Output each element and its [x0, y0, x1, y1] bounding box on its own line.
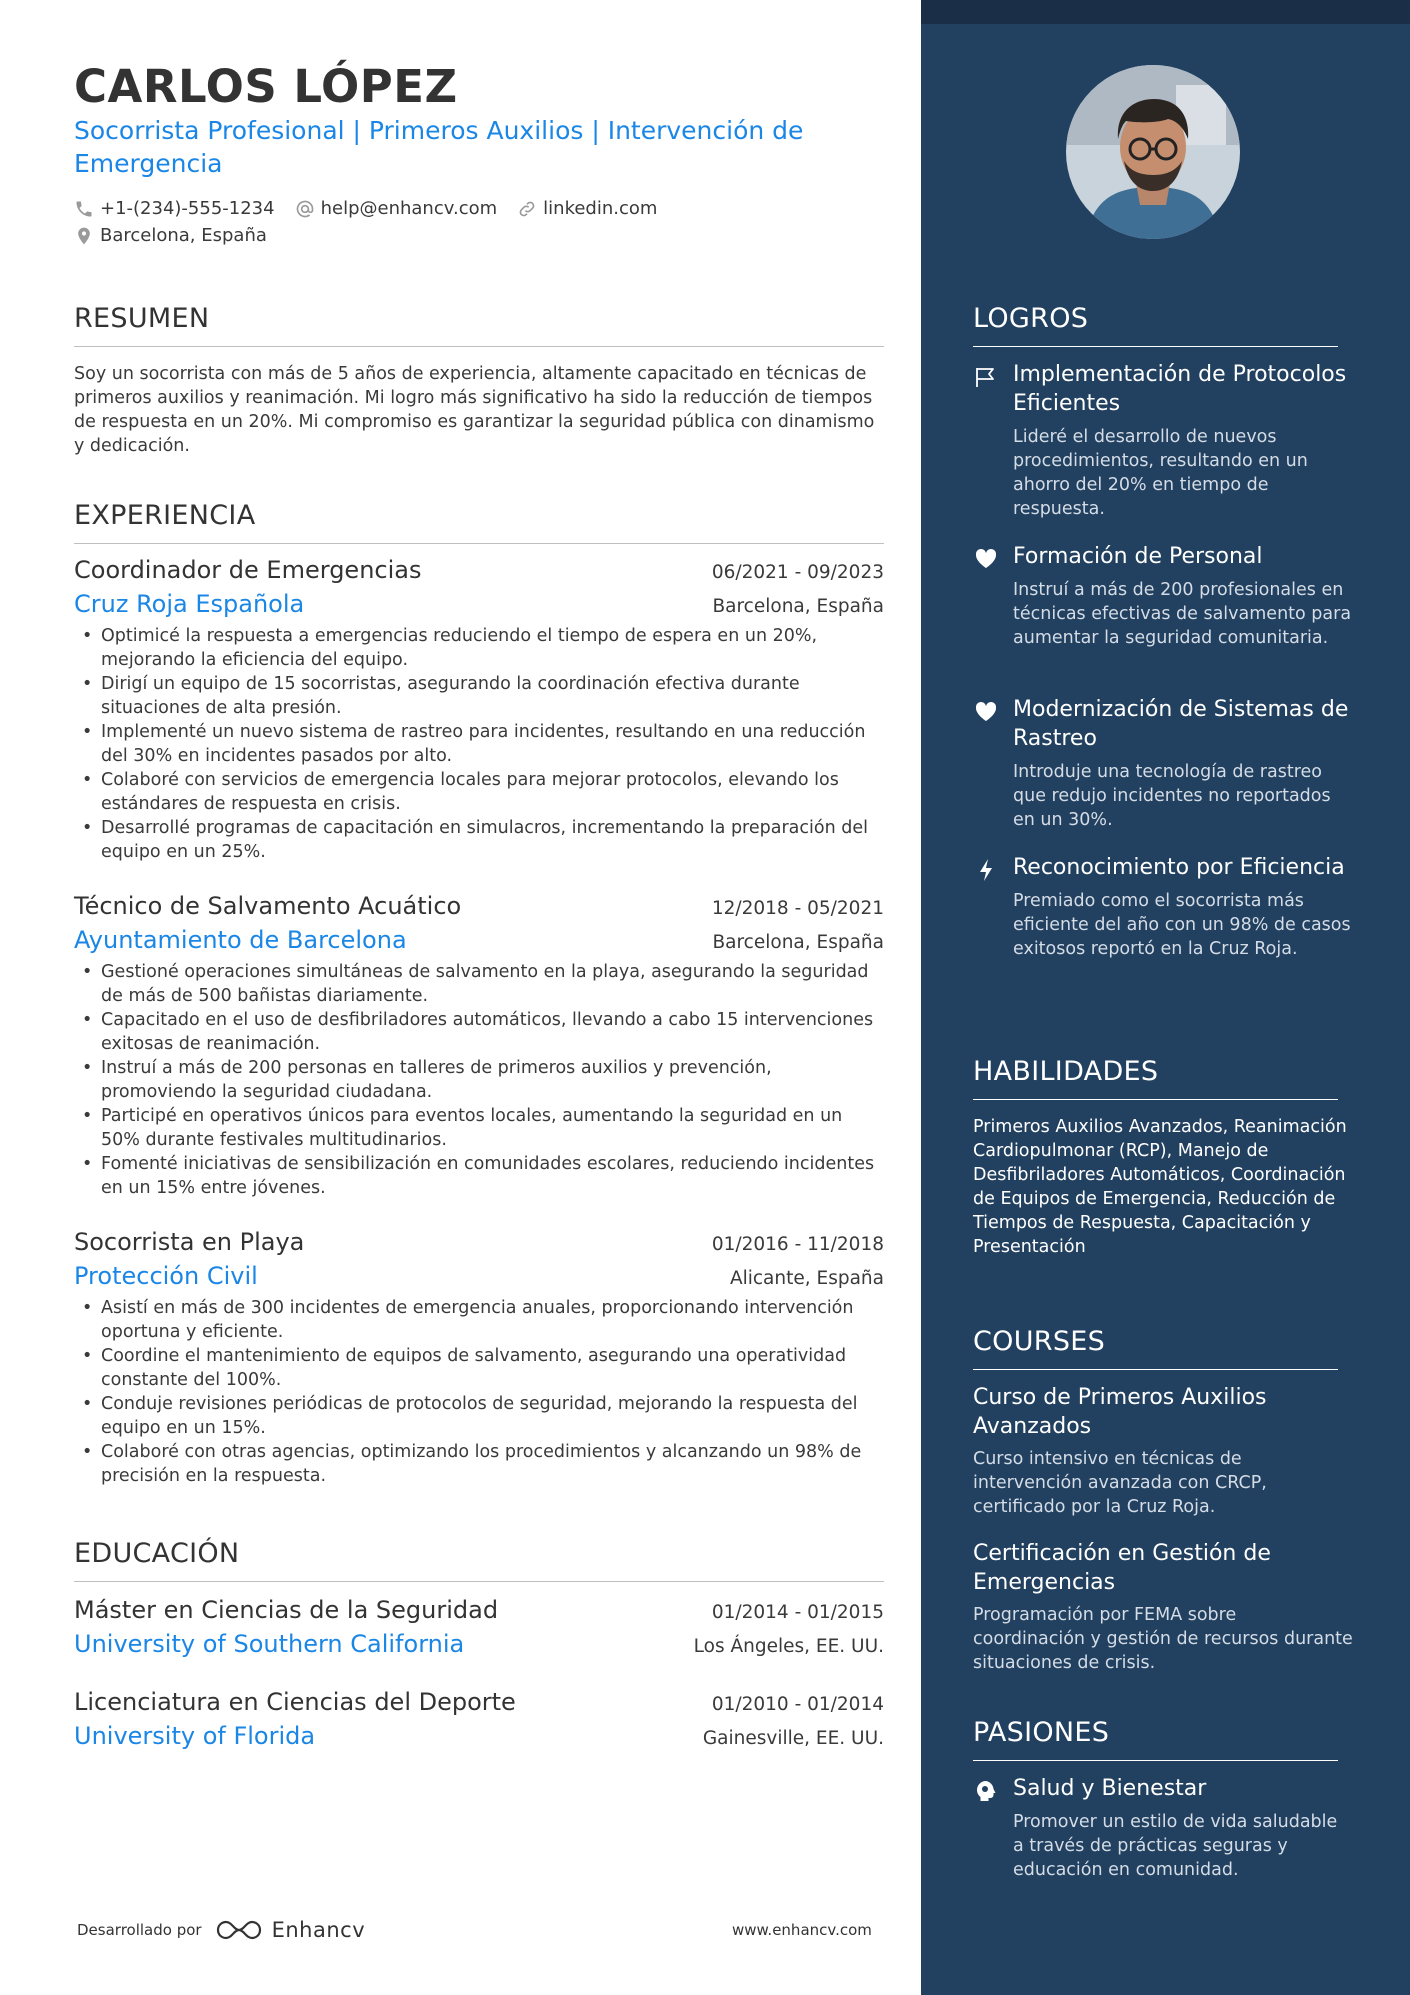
job-role: Socorrista en Playa — [74, 1228, 305, 1256]
job-bullets — [74, 960, 884, 1200]
education-item — [74, 1688, 884, 1750]
enhancv-brand[interactable]: Enhancv — [271, 1918, 366, 1942]
location-pin-icon — [74, 226, 94, 246]
course-item — [973, 1383, 1353, 1519]
bullet: • Colaboré con servicios de emergencia locales para mejorar protocolos, elevando los estándares de respuesta en crisis. — [74, 768, 884, 816]
email-text: help@enhancv.com — [320, 198, 498, 219]
bullet: • Instruí a más de 200 personas en talleres de primeros auxilios y prevención, promoviendo la seguridad ciudadana. — [74, 1056, 884, 1104]
bullet: • Colaboré con otras agencias, optimizando los procedimientos y alcanzando un 98% de precisión en la respuesta. — [74, 1440, 884, 1488]
course-desc: Curso intensivo en técnicas de intervención avanzada con CRCP, certificado por la Cruz Roja. — [973, 1449, 1267, 1517]
achievement-item — [973, 360, 1353, 521]
bullet: • Participé en operativos únicos para eventos locales, aumentando la seguridad en un 50% durante festivales multitudinarios. — [74, 1104, 884, 1152]
job-role: Coordinador de Emergencias — [74, 556, 422, 584]
contact-location — [74, 225, 287, 246]
bullet: • Implementé un nuevo sistema de rastreo para incidentes, resultando en una reducción del 30% en incidentes pasados por alto. — [74, 720, 884, 768]
summary-text: Soy un socorrista con más de 5 años de experiencia, altamente capacitado en técnicas de primeros auxilios y reanimación. Mi logro más significativo ha sido la reducción de tiempos de respuesta en un 20%. Mi compromiso es garantizar la seguridad pública con dinamismo y dedicación. — [74, 364, 875, 456]
degree: Licenciatura en Ciencias del Deporte — [74, 1688, 516, 1716]
job-dates: 01/2016 - 11/2018 — [711, 1234, 884, 1255]
link-icon — [517, 199, 537, 219]
job-org[interactable]: Protección Civil — [74, 1262, 258, 1290]
powered-by-text: Desarrollado por — [77, 1921, 202, 1939]
course-item — [973, 1539, 1353, 1675]
passion-item — [973, 1774, 1353, 1882]
candidate-name: CARLOS LÓPEZ — [74, 60, 458, 113]
achievement-title: Modernización de Sistemas de Rastreo — [1013, 697, 1349, 751]
brain-icon — [973, 1778, 999, 1804]
achievement-item — [973, 542, 1353, 650]
job-location: Barcelona, España — [712, 596, 884, 617]
experience-item — [74, 1228, 884, 1488]
contact-email[interactable] — [295, 198, 498, 219]
bullet: • Coordine el mantenimiento de equipos de salvamento, asegurando una operatividad constante del 100%. — [74, 1344, 884, 1392]
job-bullets — [74, 1296, 884, 1488]
contact-row — [74, 198, 677, 219]
achievement-desc: Premiado como el socorrista más eficiente del año con un 98% de casos exitosos reportó en la Cruz Roja. — [1013, 891, 1351, 959]
achievement-title: Reconocimiento por Eficiencia — [1013, 855, 1345, 880]
education-location: Los Ángeles, EE. UU. — [693, 1636, 884, 1657]
passion-title: Salud y Bienestar — [1013, 1776, 1207, 1801]
sidebar — [921, 0, 1410, 1995]
flag-icon — [973, 364, 999, 390]
bullet: • Optimicé la respuesta a emergencias reduciendo el tiempo de espera en un 20%, mejorando la eficiencia del equipo. — [74, 624, 884, 672]
job-dates: 12/2018 - 05/2021 — [711, 898, 884, 919]
education-dates: 01/2010 - 01/2014 — [711, 1694, 884, 1715]
footer-url[interactable]: www.enhancv.com — [732, 1921, 872, 1939]
footer-powered-by — [77, 1917, 365, 1943]
job-bullets — [74, 624, 884, 864]
location-text: Barcelona, España — [100, 225, 267, 246]
achievement-item — [973, 695, 1353, 832]
achievements-heading: LOGROS — [973, 303, 1338, 347]
avatar — [1066, 65, 1240, 239]
school[interactable]: University of Southern California — [74, 1630, 465, 1658]
passions-heading: PASIONES — [973, 1717, 1338, 1761]
course-title: Curso de Primeros Auxilios Avanzados — [973, 1385, 1267, 1439]
job-role: Técnico de Salvamento Acuático — [74, 892, 462, 920]
at-icon — [295, 199, 315, 219]
bullet: • Conduje revisiones periódicas de protocolos de seguridad, mejorando la respuesta del equipo en un 15%. — [74, 1392, 884, 1440]
candidate-title: Socorrista Profesional | Primeros Auxilios | Intervención de Emergencia — [74, 116, 804, 178]
experience-heading: EXPERIENCIA — [74, 500, 884, 544]
location-item — [74, 225, 267, 246]
lightning-icon — [973, 857, 999, 883]
bullet: • Dirigí un equipo de 15 socorristas, asegurando la coordinación efectiva durante situaciones de alta presión. — [74, 672, 884, 720]
education-heading: EDUCACIÓN — [74, 1538, 884, 1582]
heart-icon — [973, 546, 999, 572]
course-title: Certificación en Gestión de Emergencias — [973, 1541, 1271, 1595]
phone-icon — [74, 199, 94, 219]
contact-linkedin[interactable] — [517, 198, 657, 219]
skills-text: Primeros Auxilios Avanzados, Reanimación Cardiopulmonar (RCP), Manejo de Desfibriladores Automáticos, Coordinación de Equipos de Emergencia, Reducción de Tiempos de Respuesta, Capacitación y Presentación — [973, 1117, 1347, 1257]
job-location: Barcelona, España — [712, 932, 884, 953]
course-desc: Programación por FEMA sobre coordinación y gestión de recursos durante situaciones de crisis. — [973, 1605, 1353, 1673]
job-org[interactable]: Cruz Roja Española — [74, 590, 305, 618]
achievement-desc: Introduje una tecnología de rastreo que redujo incidentes no reportados en un 30%. — [1013, 762, 1331, 830]
achievement-item — [973, 853, 1353, 961]
skills-heading: HABILIDADES — [973, 1056, 1338, 1100]
summary-heading: RESUMEN — [74, 303, 884, 347]
bullet: • Desarrollé programas de capacitación en simulacros, incrementando la preparación del equipo en un 25%. — [74, 816, 884, 864]
job-dates: 06/2021 - 09/2023 — [711, 562, 884, 583]
school[interactable]: University of Florida — [74, 1722, 316, 1750]
achievement-title: Formación de Personal — [1013, 544, 1263, 569]
job-location: Alicante, España — [729, 1268, 884, 1289]
job-org[interactable]: Ayuntamiento de Barcelona — [74, 926, 407, 954]
experience-item — [74, 556, 884, 864]
experience-item — [74, 892, 884, 1200]
achievement-title: Implementación de Protocolos Eficientes — [1013, 362, 1347, 416]
courses-heading: COURSES — [973, 1326, 1338, 1370]
linkedin-text: linkedin.com — [543, 198, 658, 219]
bullet: • Fomenté iniciativas de sensibilización en comunidades escolares, reduciendo incidentes en un 15% entre jóvenes. — [74, 1152, 884, 1200]
bullet: • Capacitado en el uso de desfibriladores automáticos, llevando a cabo 15 intervenciones exitosas de reanimación. — [74, 1008, 884, 1056]
phone-text: +1-(234)-555-1234 — [100, 198, 275, 219]
sidebar-top-bar — [921, 0, 1410, 24]
education-dates: 01/2014 - 01/2015 — [711, 1602, 884, 1623]
contact-phone — [74, 198, 275, 219]
bullet: • Gestioné operaciones simultáneas de salvamento en la playa, asegurando la seguridad de más de 500 bañistas diariamente. — [74, 960, 884, 1008]
education-location: Gainesville, EE. UU. — [702, 1728, 884, 1749]
bullet: • Asistí en más de 300 incidentes de emergencia anuales, proporcionando intervención oportuna y eficiente. — [74, 1296, 884, 1344]
education-item — [74, 1596, 884, 1658]
enhancv-logo-icon — [214, 1917, 264, 1943]
heart-icon — [973, 699, 999, 725]
degree: Máster en Ciencias de la Seguridad — [74, 1596, 499, 1624]
achievement-desc: Instruí a más de 200 profesionales en técnicas efectivas de salvamento para aumentar la seguridad comunitaria. — [1013, 580, 1352, 648]
passion-desc: Promover un estilo de vida saludable a través de prácticas seguras y educación en comunidad. — [1013, 1812, 1338, 1880]
achievement-desc: Lideré el desarrollo de nuevos procedimientos, resultando en un ahorro del 20% en tiempo de respuesta. — [1013, 427, 1308, 519]
